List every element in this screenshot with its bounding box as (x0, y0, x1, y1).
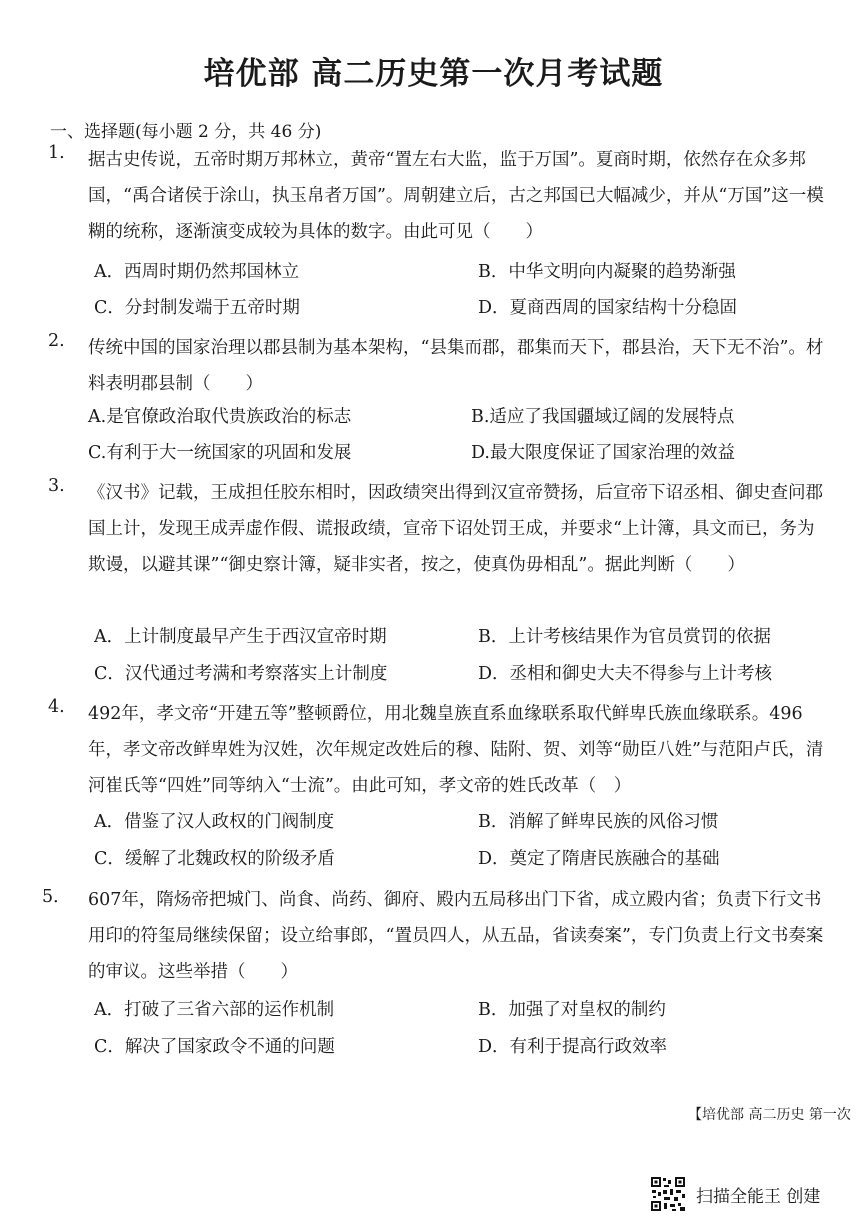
question-number: 1. (48, 143, 65, 163)
qr-code-icon (650, 1176, 686, 1212)
option-d: D．有利于提高行政效率 (478, 1037, 668, 1057)
option-d: D．丞相和御史大夫不得参与上计考核 (478, 664, 773, 684)
option-d: D．夏商西周的国家结构十分稳固 (478, 298, 738, 318)
question-number: 5． (42, 887, 71, 907)
option-a: A．打破了三省六部的运作机制 (94, 1000, 335, 1020)
option-a: A.是官僚政治取代贵族政治的标志 (88, 407, 352, 427)
section-heading: 一、选择题(每小题 2 分，共 46 分) (50, 122, 322, 142)
option-c: C．缓解了北魏政权的阶级矛盾 (94, 849, 335, 869)
question-stem: 《汉书》记载，王成担任胶东相时，因政绩突出得到汉宣帝赞扬，后宣帝下诏丞相、御史查问郡国上计，发现王成弄虚作假、谎报政绩，宣帝下诏处罚王成，并要求“上计簿，具文而已，务为欺谩，以避其课”“御史察计簿，疑非实者，按之，使真伪毋相乱”。据此判断（ ） (88, 483, 823, 575)
option-d: D.最大限度保证了国家治理的效益 (471, 443, 735, 463)
option-c: C.有利于大一统国家的巩固和发展 (88, 443, 352, 463)
question-stem: 据古史传说，五帝时期万邦林立，黄帝“置左右大监，监于万国”。夏商时期，依然存在众多邦国，“禹合诸侯于涂山，执玉帛者万国”。周朝建立后，古之邦国已大幅减少，并从“万国”这一模糊的统称，逐渐演变成较为具体的数字。由此可见（ ） (88, 150, 824, 242)
question-stem: 传统中国的国家治理以郡县制为基本架构，“县集而郡，郡集而天下，郡县治，天下无不治”。材料表明郡县制（ ） (88, 338, 824, 394)
option-a: A．借鉴了汉人政权的门阀制度 (94, 812, 335, 832)
option-c: C．分封制发端于五帝时期 (94, 298, 300, 318)
option-b: B．中华文明向内凝聚的趋势渐强 (478, 262, 736, 282)
question-stem: 607年，隋炀帝把城门、尚食、尚药、御府、殿内五局移出门下省，成立殿内省；负责下行文书用印的符玺局继续保留；设立给事郎，“置员四人，从五品，省读奏案”，专门负责上行文书奏案的审议。这些举措（ ） (88, 890, 824, 982)
option-a: A．上计制度最早产生于西汉宣帝时期 (94, 627, 387, 647)
option-c: C．汉代通过考满和考察落实上计制度 (94, 664, 388, 684)
page-footer: 【培优部 高二历史 第一次 (688, 1107, 851, 1123)
option-b: B．消解了鲜卑民族的风俗习惯 (478, 812, 719, 832)
option-a: A．西周时期仍然邦国林立 (94, 262, 300, 282)
option-c: C．解决了国家政令不通的问题 (94, 1037, 335, 1057)
question-number: 3. (48, 476, 65, 496)
question-number: 4. (48, 697, 65, 717)
option-d: D．奠定了隋唐民族融合的基础 (478, 849, 720, 869)
question-stem: 492年，孝文帝“开建五等”整顿爵位，用北魏皇族直系血缘联系取代鲜卑氏族血缘联系。496年，孝文帝改鲜卑姓为汉姓，次年规定改姓后的穆、陆附、贺、刘等“勋臣八姓”与范阳卢氏，清河崔氏等“四姓”同等纳入“士流”。由此可知，孝文帝的姓氏改革（ ） (88, 704, 824, 796)
option-b: B．加强了对皇权的制约 (478, 1000, 666, 1020)
page-title: 培优部 高二历史第一次月考试题 (203, 56, 664, 92)
scanner-label: 扫描全能王 创建 (696, 1186, 821, 1207)
question-number: 2. (48, 331, 65, 351)
scanner-watermark (650, 1176, 820, 1212)
option-b: B．上计考核结果作为官员赏罚的依据 (478, 627, 771, 647)
option-b: B.适应了我国疆域辽阔的发展特点 (471, 407, 735, 427)
